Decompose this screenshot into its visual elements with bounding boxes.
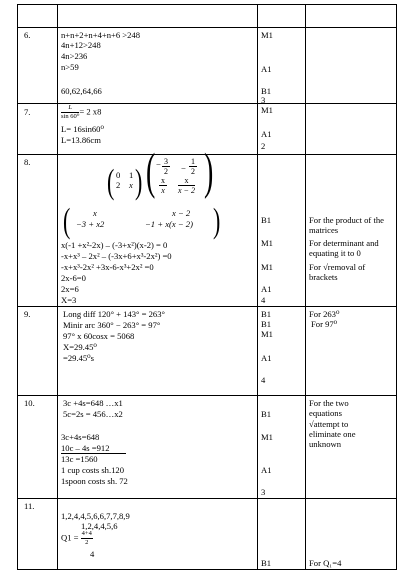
bracket-left: (	[63, 199, 71, 240]
mark-label: B1	[261, 309, 272, 319]
comment: For √removal of brackets	[309, 262, 366, 282]
working-line: x(-1 +x²-2x) – (-3+x²)(x-2) = 0	[61, 240, 168, 250]
mark-label: M1	[261, 30, 273, 40]
working-line: 4n>236	[61, 51, 88, 61]
col-rule-left	[17, 4, 18, 570]
mark-label: M1	[261, 329, 273, 339]
working-line: Long diff 120° + 143° = 263°	[63, 309, 165, 319]
matrix-fraction: x x	[161, 176, 165, 195]
matrix-entry: 2	[116, 180, 121, 190]
working-line: -x+x³ – 2x² – (-3x+6+x³-2x²) =0	[61, 251, 172, 261]
mark-total: 3	[261, 95, 266, 105]
matrix-entry: −3 + x2	[76, 219, 105, 229]
bracket-left: (	[146, 145, 156, 201]
matrix-fraction: 1 2	[191, 157, 195, 176]
fraction-denominator: 2	[85, 539, 89, 546]
working-line: L= 16sin60⁰	[61, 124, 104, 134]
bracket-right: )	[135, 160, 143, 201]
mark-label: B1	[261, 215, 272, 225]
row-rule-10	[17, 395, 397, 396]
working-line: 13c =1560	[61, 454, 98, 464]
matrix-entry: −	[181, 163, 186, 173]
matrix-fraction: 3 2	[164, 157, 168, 176]
working-line: 1 cup costs sh.120	[61, 465, 125, 475]
working-line: 2x=6	[61, 284, 79, 294]
row-rule-11	[17, 498, 397, 499]
question-number: 9.	[24, 309, 31, 319]
working-line: n+n+2+n+4+n+6 >248	[61, 30, 141, 40]
mark-label: M1	[261, 432, 273, 442]
working-line: L=13.86cm	[61, 135, 101, 145]
mark-label: A1	[261, 465, 272, 475]
comment: For Q₁=4	[309, 558, 342, 568]
row-rule-bottom	[17, 569, 397, 570]
matrix-entry: −1 + x(x − 2)	[145, 219, 193, 229]
row-rule-6	[17, 27, 397, 28]
working-line: 3c+4s=648	[61, 432, 100, 442]
mark-label: A1	[261, 129, 272, 139]
col-rule-marks	[305, 4, 306, 570]
matrix-entry: x − 2	[172, 208, 191, 218]
col-rule-num	[57, 4, 58, 570]
working-line: 1,2,4,4,5,6,6,7,7,8,9	[61, 511, 130, 521]
mark-label: B1	[261, 86, 272, 96]
comment: For determinant and equating it to 0	[309, 238, 379, 258]
row-rule-top	[17, 4, 397, 5]
mark-label: B1	[261, 558, 272, 568]
question-number: 10.	[24, 398, 35, 408]
mark-label: M1	[261, 262, 273, 272]
working-line: 2x-6=0	[61, 273, 86, 283]
fraction-numerator: 4+4	[81, 530, 92, 537]
matrix-entry: 0	[116, 170, 121, 180]
col-rule-right	[396, 4, 397, 570]
matrix-entry: 1	[129, 170, 134, 180]
working-line: n>59	[61, 62, 79, 72]
mark-label: A1	[261, 353, 272, 363]
working-line: =29.45⁰s	[63, 353, 94, 363]
comment: For 97⁰	[311, 319, 338, 329]
question-number: 7.	[24, 107, 31, 117]
mark-label: B1	[261, 409, 272, 419]
working-line: 5c=2s = 456…x2	[63, 409, 123, 419]
comment: For 263⁰	[309, 309, 340, 319]
fraction-denominator: sin 60⁰	[61, 113, 80, 120]
matrix-entry: x	[129, 180, 133, 190]
bracket-right: )	[213, 199, 221, 240]
question-number: 6.	[24, 30, 31, 40]
working-line: Minir arc 360° − 263° = 97°	[63, 320, 161, 330]
working-line: 3c +4s=648 …x1	[63, 398, 123, 408]
sine-rule-equation	[61, 104, 101, 121]
working-line: 97° x 60cosx = 5068	[63, 331, 135, 341]
working-line: 1,2,4,4,5,6	[81, 521, 118, 531]
mark-label: B1	[261, 319, 272, 329]
mark-total: 3	[261, 487, 266, 497]
mark-label: A1	[261, 284, 272, 294]
comment: For the product of the matrices	[309, 215, 384, 235]
q1-prefix: Q1 =	[61, 532, 79, 543]
mark-label: M1	[261, 105, 273, 115]
mark-total: 4	[261, 295, 266, 305]
question-number: 8.	[24, 157, 31, 167]
matrix-entry: x	[93, 208, 97, 218]
col-rule-work	[257, 4, 258, 570]
working-line: X=29.45⁰	[63, 342, 97, 352]
working-line: 4n+12>248	[61, 40, 101, 50]
working-line: 10c – 4s =912	[61, 443, 110, 453]
comment: For the two equations	[309, 398, 349, 418]
mark-label: M1	[261, 238, 273, 248]
mark-total: 4	[261, 375, 266, 385]
fraction-numerator: L	[61, 104, 79, 113]
bracket-left: (	[107, 160, 115, 201]
question-number: 11.	[24, 501, 35, 511]
row-rule-9	[17, 306, 397, 307]
mark-total: 2	[261, 141, 266, 151]
working-line: -x+x³-2x² +3x-6-x³+2x² =0	[61, 262, 154, 272]
quartile-equation	[61, 530, 93, 547]
bracket-right: )	[204, 145, 214, 201]
working-line: X=3	[61, 295, 77, 305]
working-line: 60,62,64,66	[61, 86, 102, 96]
equation-rest: = 2 x8	[79, 106, 102, 117]
mark-label: A1	[261, 64, 272, 74]
matrix-fraction: x x − 2	[178, 176, 195, 195]
comment: √attempt to eliminate one unknown	[309, 419, 356, 449]
q1-result: 4	[90, 549, 95, 559]
working-line: 1spoon costs sh. 72	[61, 476, 128, 486]
matrix-entry: −	[156, 159, 161, 169]
